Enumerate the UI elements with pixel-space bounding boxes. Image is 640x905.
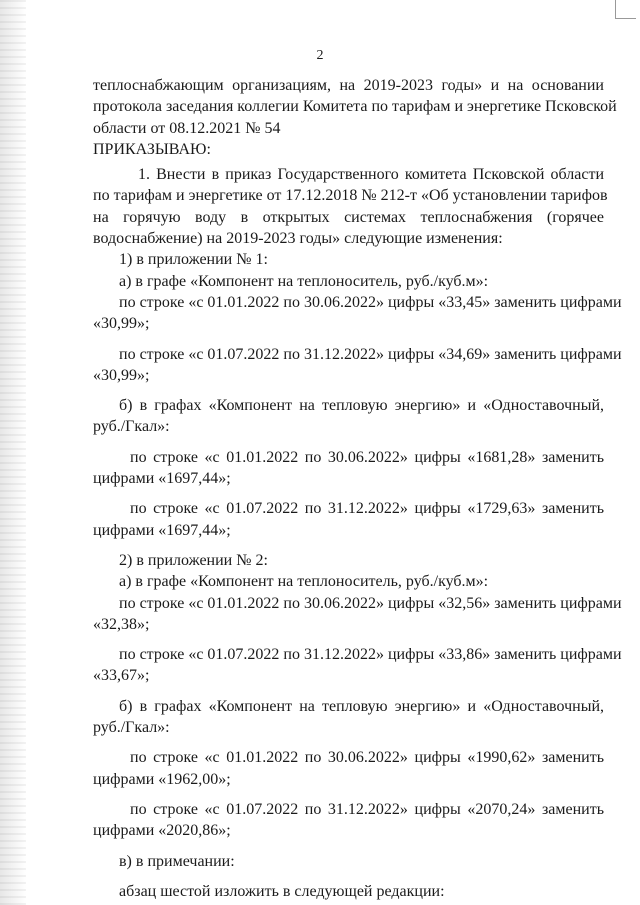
text-line: а) в графе «Компонент на теплоноситель, руб./куб.м»:	[119, 573, 489, 591]
text-line: по строке «с 01.07.2022 по 31.12.2022» цифры «33,86» заменить цифрами	[119, 646, 622, 664]
text-line: по строке «с 01.07.2022 по 31.12.2022» цифры «1729,63» заменить	[130, 500, 604, 518]
text-line: по строке «с 01.07.2022 по 31.12.2022» цифры «2070,24» заменить	[130, 800, 604, 818]
text-line: по строке «с 01.01.2022 по 30.06.2022» цифры «33,45» заменить цифрами	[119, 293, 622, 311]
text-line: 1) в приложении № 1:	[119, 251, 268, 269]
text-line: цифрами «1962,00»;	[93, 770, 231, 788]
scan-edge-shadow	[0, 0, 26, 905]
text-line: на горячую воду в открытых системах теплоснабжения (горячее	[93, 208, 604, 226]
text-line: «30,99»;	[93, 315, 150, 333]
page-number: 2	[316, 48, 324, 63]
text-line: по строке «с 01.01.2022 по 30.06.2022» цифры «1681,28» заменить	[130, 448, 604, 466]
text-line: по строке «с 01.07.2022 по 31.12.2022» цифры «34,69» заменить цифрами	[119, 345, 622, 363]
text-line: теплоснабжающим организациям, на 2019-2023 годы» и на основании	[93, 77, 604, 94]
text-line: в) в примечании:	[119, 852, 235, 870]
order-heading: ПРИКАЗЫВАЮ:	[93, 140, 211, 158]
document-body	[93, 75, 622, 902]
text-line: б) в графах «Компонент на тепловую энергию» и «Одноставочный,	[119, 697, 604, 715]
text-line: цифрами «1697,44»;	[93, 470, 231, 488]
scan-corner-mark	[615, 0, 636, 19]
text-line: руб./Гкал»:	[93, 719, 170, 737]
text-line: а) в графе «Компонент на теплоноситель, руб./куб.м»:	[119, 272, 489, 290]
text-line: области от 08.12.2021 № 54	[93, 119, 281, 137]
text-line: цифрами «2020,86»;	[93, 822, 231, 840]
text-line: 2) в приложении № 2:	[119, 551, 268, 569]
text-line: цифрами «1697,44»;	[93, 521, 231, 539]
text-line: «32,38»;	[93, 615, 150, 633]
text-line: по строке «с 01.01.2022 по 30.06.2022» цифры «32,56» заменить цифрами	[119, 594, 622, 612]
text-line: «30,99»;	[93, 366, 150, 384]
text-line: 1. Внести в приказ Государственного комитета Псковской области	[138, 166, 604, 184]
text-line: по тарифам и энергетике от 17.12.2018 № 212-т «Об установлении тарифов	[93, 187, 608, 205]
text-line: протокола заседания коллегии Комитета по тарифам и энергетике Псковской	[93, 98, 617, 116]
text-line: по строке «с 01.01.2022 по 30.06.2022» цифры «1990,62» заменить	[130, 749, 604, 767]
text-line: абзац шестой изложить в следующей редакции:	[119, 882, 445, 900]
text-line: водоснабжение) на 2019-2023 годы» следующие изменения:	[93, 230, 503, 248]
text-line: б) в графах «Компонент на тепловую энергию» и «Одноставочный,	[119, 397, 604, 415]
text-line: руб./Гкал»:	[93, 418, 170, 436]
text-line: «33,67»;	[93, 667, 150, 685]
